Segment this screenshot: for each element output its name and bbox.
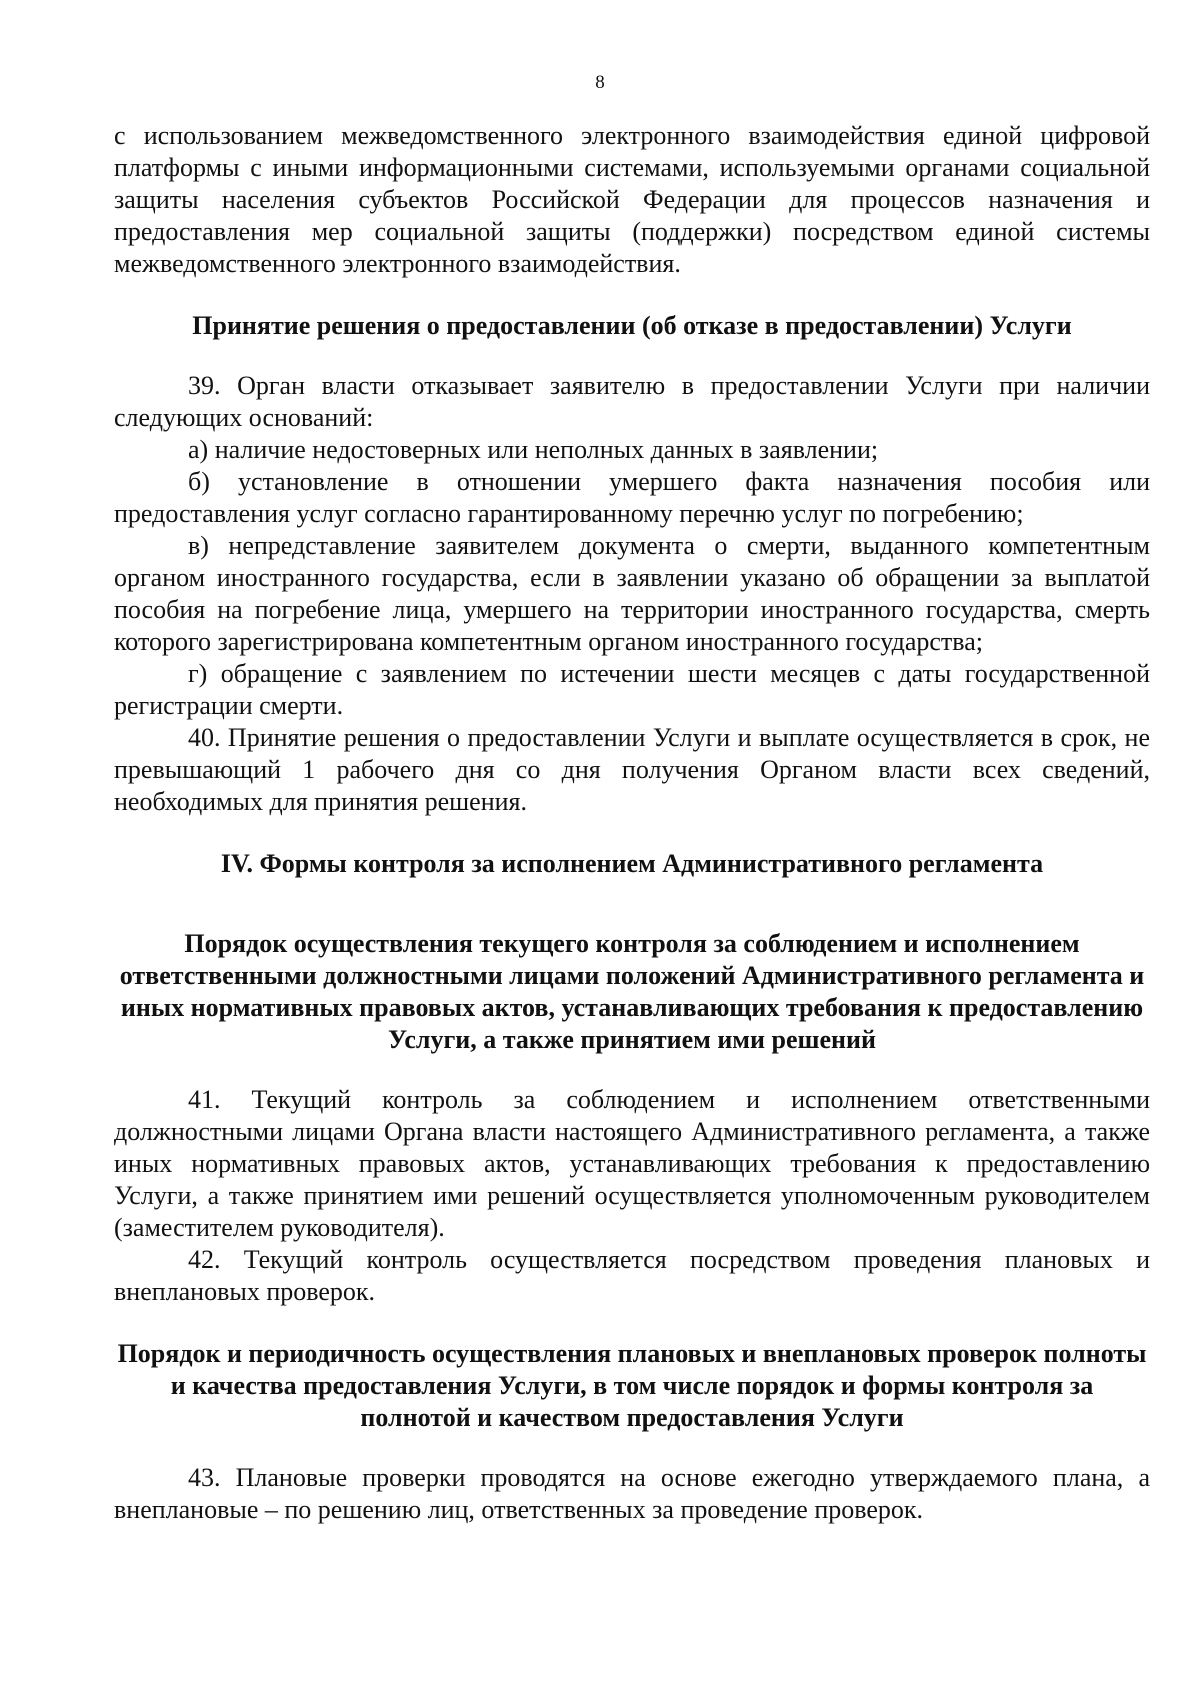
spacer xyxy=(114,342,1150,370)
paragraph-39: 39. Орган власти отказывает заявителю в предоставлении Услуги при наличии следующих оснований: xyxy=(114,371,1150,432)
spacer xyxy=(114,880,1150,928)
heading-current-control: Порядок осуществления текущего контроля за соблюдением и исполнением ответственными должностными лицами положений Административного регламента и иных нормативных правовых актов, устанавливающих требования к предоставлению Услуги, а также принятием ими решений xyxy=(119,929,1145,1054)
paragraph-41: 41. Текущий контроль за соблюдением и исполнением ответственными должностными лицами Органа власти настоящего Административного регламента, а также иных нормативных правовых актов, устанавливающих требования к предоставлению Услуги, а также принятием ими решений осуществляется уполномоченным руководителем (заместителем руководителя). xyxy=(114,1085,1150,1242)
page-number: 8 xyxy=(595,72,605,93)
paragraph-42: 42. Текущий контроль осуществляется посредством проведения плановых и внеплановых проверок. xyxy=(114,1245,1150,1306)
spacer xyxy=(114,1056,1150,1084)
page-content xyxy=(114,120,1150,1526)
spacer xyxy=(114,280,1150,310)
spacer xyxy=(114,1308,1150,1338)
spacer xyxy=(114,1434,1150,1462)
paragraph-39d: г) обращение с заявлением по истечении шести месяцев с даты государственной регистрации смерти. xyxy=(114,659,1150,720)
heading-inspections: Порядок и периодичность осуществления плановых и внеплановых проверок полноты и качества предоставления Услуги, в том числе порядок и формы контроля за полнотой и качеством предоставления Услуги xyxy=(117,1339,1147,1432)
heading-decision: Принятие решения о предоставлении (об отказе в предоставлении) Услуги xyxy=(192,311,1072,340)
paragraph-intro: с использованием межведомственного электронного взаимодействия единой цифровой платформы с иными информационными системами, используемыми органами социальной защиты населения субъектов Российской Федерации для процессов назначения и предоставления мер социальной защиты (поддержки) посредством единой системы межведомственного электронного взаимодействия. xyxy=(114,121,1150,278)
paragraph-40: 40. Принятие решения о предоставлении Услуги и выплате осуществляется в срок, не превышающий 1 рабочего дня со дня получения Органом власти всех сведений, необходимых для принятия решения. xyxy=(114,723,1150,816)
paragraph-39b: б) установление в отношении умершего факта назначения пособия или предоставления услуг согласно гарантированному перечню услуг по погребению; xyxy=(114,467,1150,528)
paragraph-39c: в) непредставление заявителем документа о смерти, выданного компетентным органом иностранного государства, если в заявлении указано об обращении за выплатой пособия на погребение лица, умершего на территории иностранного государства, смерть которого зарегистрирована компетентным органом иностранного государства; xyxy=(114,531,1150,656)
heading-section-4: IV. Формы контроля за исполнением Административного регламента xyxy=(220,849,1044,878)
paragraph-39a: а) наличие недостоверных или неполных данных в заявлении; xyxy=(188,435,879,464)
spacer xyxy=(114,818,1150,848)
paragraph-43: 43. Плановые проверки проводятся на основе ежегодно утверждаемого плана, а внеплановые – по решению лиц, ответственных за проведение проверок. xyxy=(114,1463,1150,1524)
